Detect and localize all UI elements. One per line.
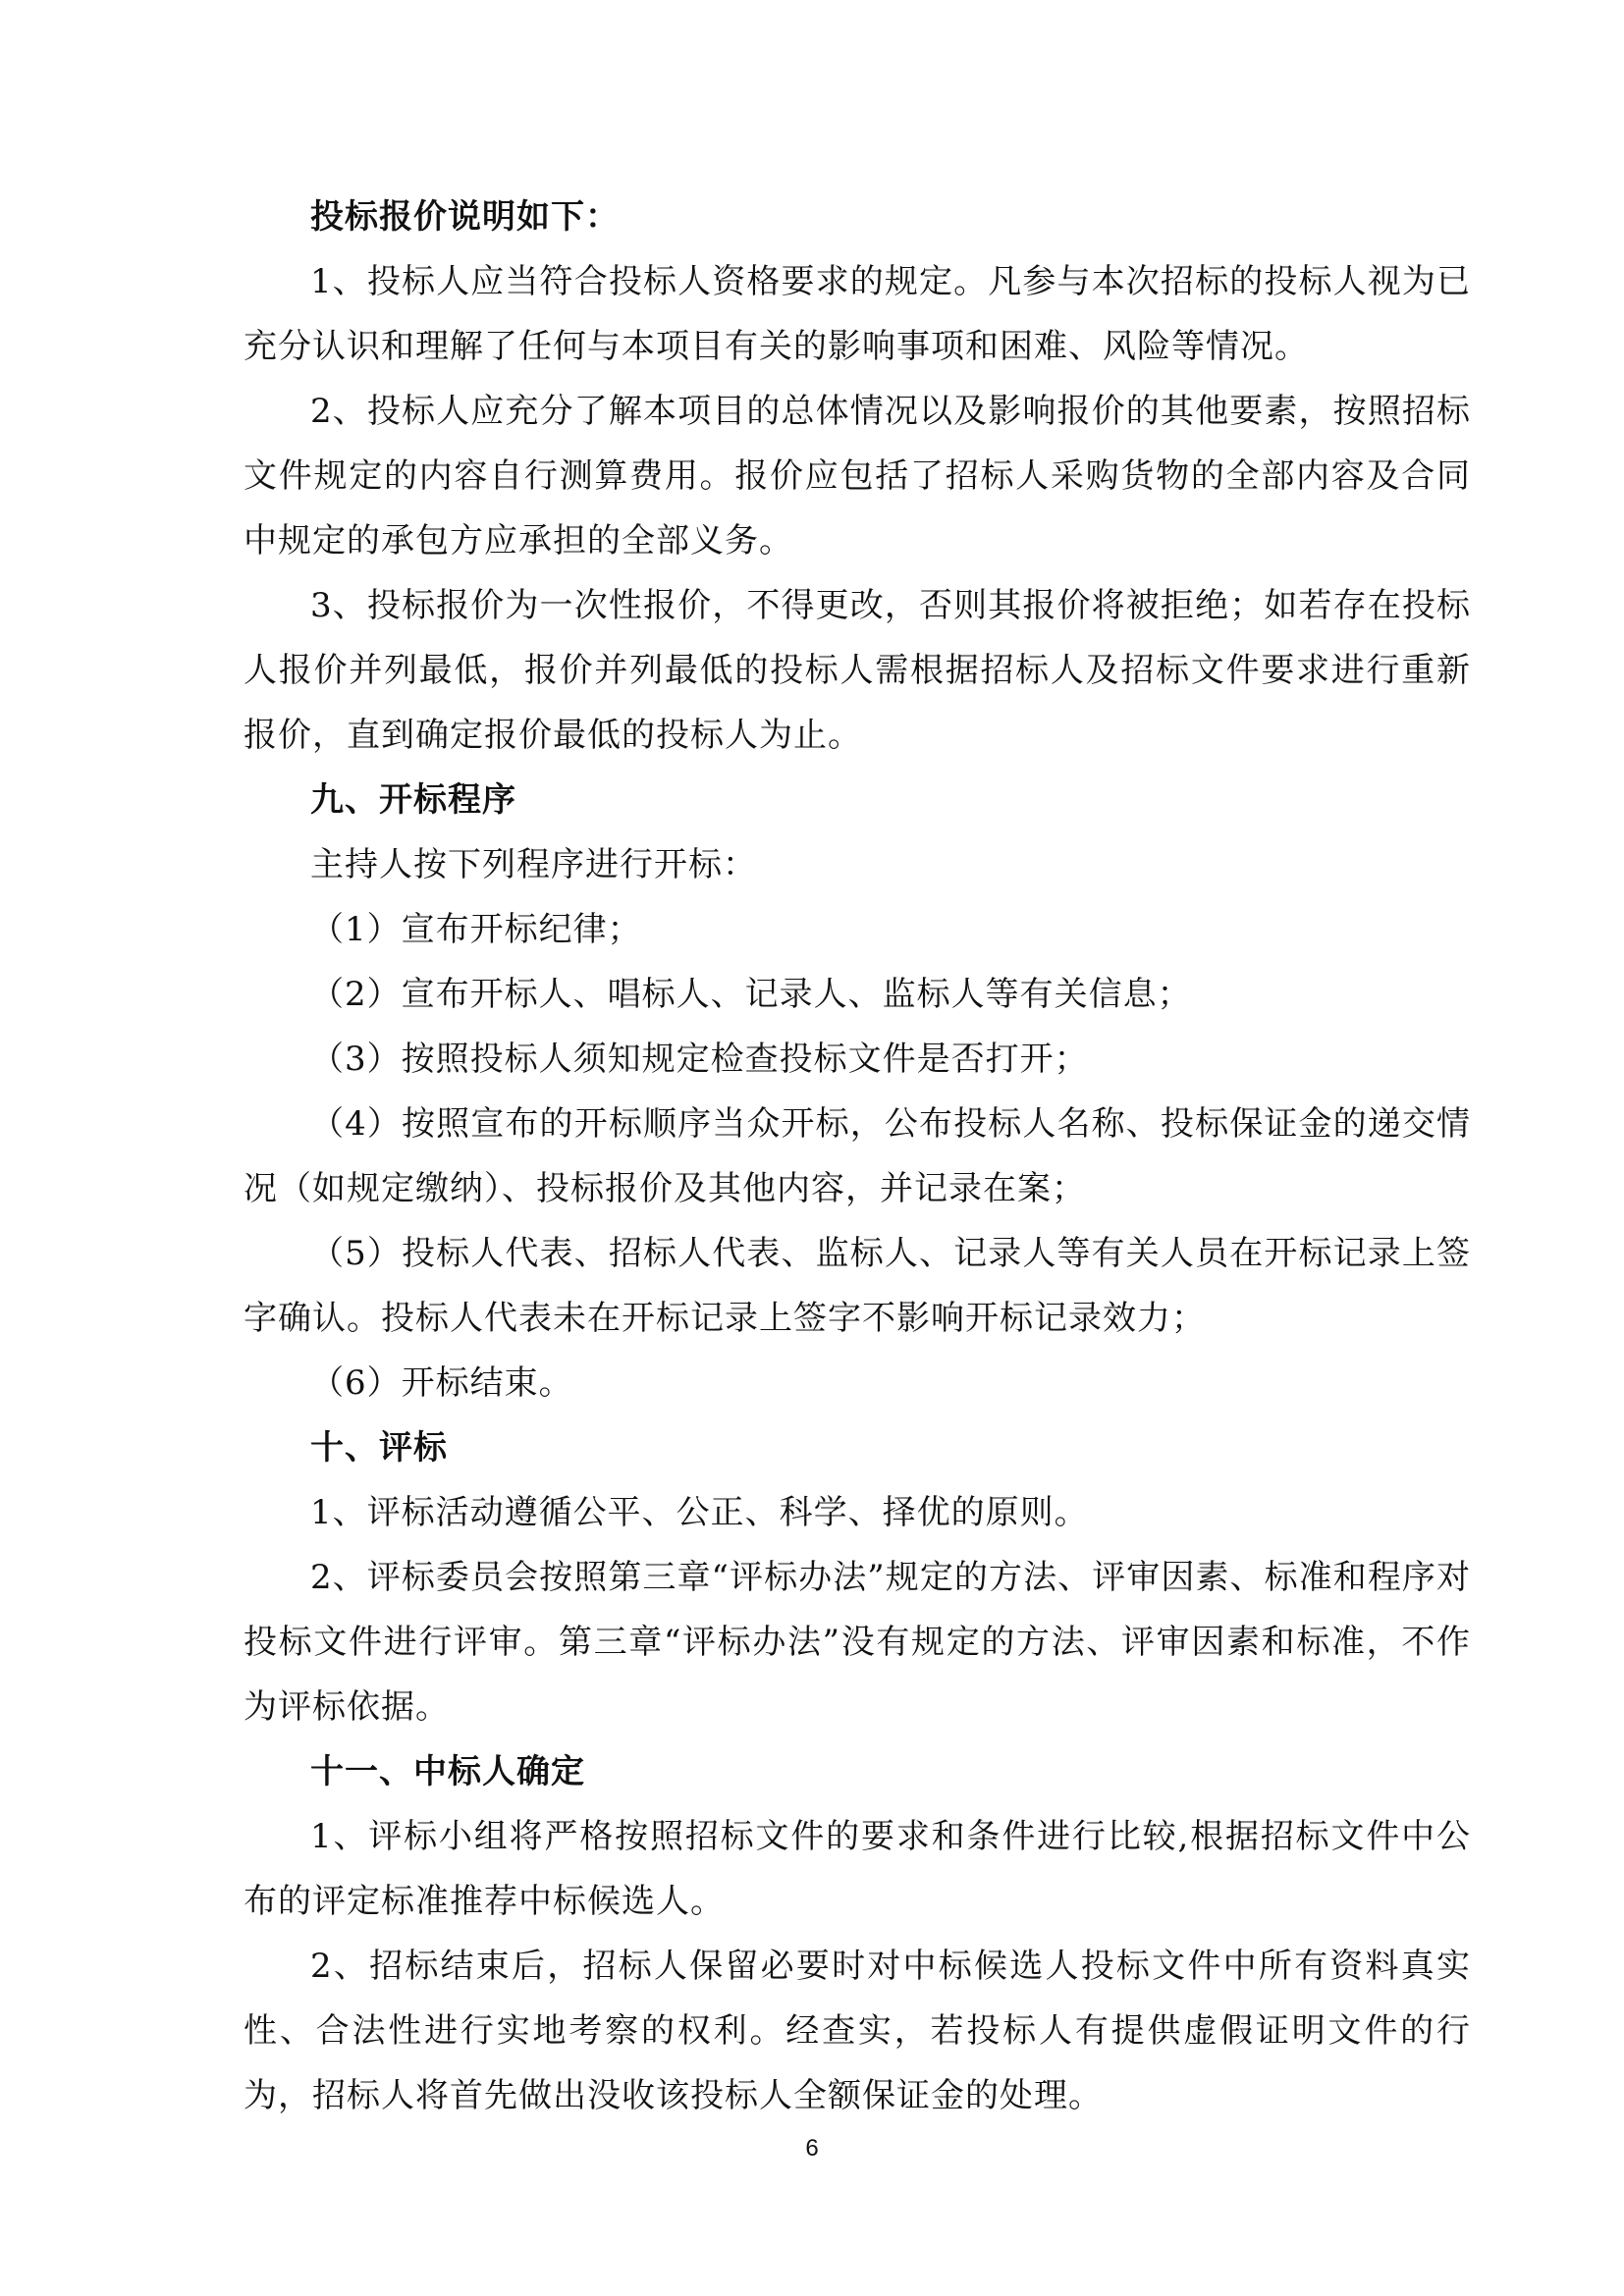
section-bid-price-notes: [244, 185, 1471, 768]
paragraph: 1、评标小组将严格按照招标文件的要求和条件进行比较,根据招标文件中公布的评定标准推荐中标候选人。: [244, 1817, 1471, 1921]
paragraph: 2、评标委员会按照第三章“评标办法”规定的方法、评审因素、标准和程序对投标文件进行评审。第三章“评标办法”没有规定的方法、评审因素和标准，不作为评标依据。: [244, 1558, 1471, 1727]
page-number: 6: [805, 2135, 819, 2162]
paragraph: 3、投标报价为一次性报价，不得更改，否则其报价将被拒绝；如若存在投标人报价并列最低，报价并列最低的投标人需根据招标人及招标文件要求进行重新报价，直到确定报价最低的投标人为止。: [244, 586, 1471, 755]
section-heading: 十一、中标人确定: [310, 1752, 585, 1791]
section-heading: 投标报价说明如下：: [310, 197, 620, 237]
section-heading: 十、评标: [310, 1428, 448, 1468]
section-winning-bidder: [244, 1739, 1471, 2128]
section-bid-evaluation: [244, 1415, 1471, 1739]
list-item: （2）宣布开标人、唱标人、记录人、监标人等有关信息；: [310, 975, 1192, 1014]
list-item: （4）按照宣布的开标顺序当众开标，公布投标人名称、投标保证金的递交情况（如规定缴纳）、投标报价及其他内容，并记录在案；: [244, 1104, 1471, 1208]
paragraph: 1、评标活动遵循公平、公正、科学、择优的原则。: [310, 1493, 1089, 1532]
document-body: [244, 185, 1471, 2128]
list-item: （5）投标人代表、招标人代表、监标人、记录人等有关人员在开标记录上签字确认。投标人代表未在开标记录上签字不影响开标记录效力；: [244, 1234, 1471, 1338]
paragraph: 2、投标人应充分了解本项目的总体情况以及影响报价的其他要素，按照招标文件规定的内容自行测算费用。报价应包括了招标人采购货物的全部内容及合同中规定的承包方应承担的全部义务。: [244, 392, 1471, 561]
list-item: （3）按照投标人须知规定检查投标文件是否打开；: [310, 1040, 1089, 1079]
list-item: （1）宣布开标纪律；: [310, 910, 642, 949]
paragraph: 2、招标结束后，招标人保留必要时对中标候选人投标文件中所有资料真实性、合法性进行实地考察的权利。经查实，若投标人有提供虚假证明文件的行为，招标人将首先做出没收该投标人全额保证金的处理。: [244, 1947, 1471, 2115]
section-heading: 九、开标程序: [310, 780, 516, 820]
paragraph: 1、投标人应当符合投标人资格要求的规定。凡参与本次招标的投标人视为已充分认识和理解了任何与本项目有关的影响事项和困难、风险等情况。: [244, 262, 1471, 366]
paragraph: 主持人按下列程序进行开标：: [310, 845, 757, 884]
section-bid-opening-procedure: [244, 768, 1471, 1415]
list-item: （6）开标结束。: [310, 1363, 573, 1403]
